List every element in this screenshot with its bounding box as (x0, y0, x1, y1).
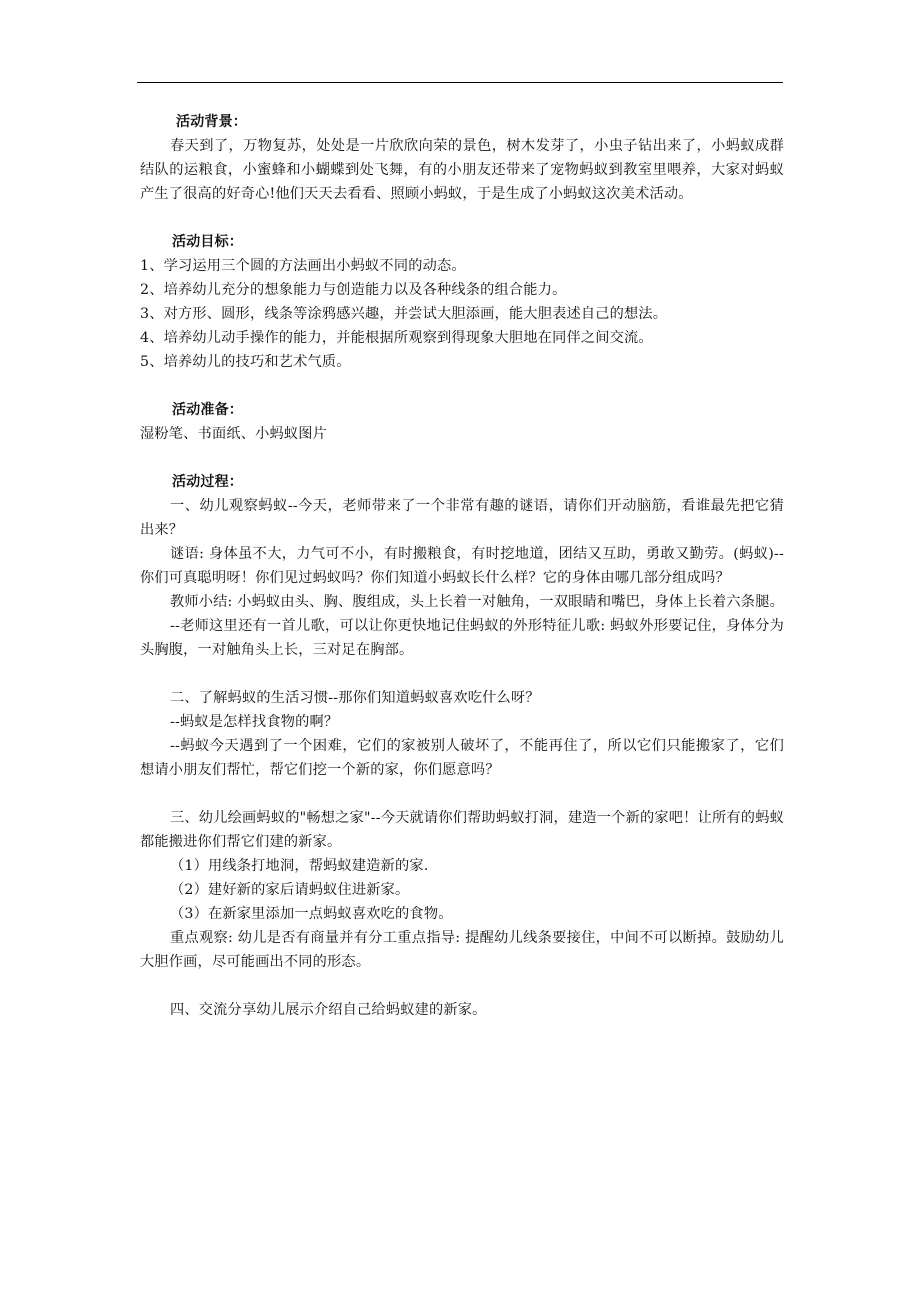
process-paragraph: --老师这里还有一首儿歌，可以让你更快地记住蚂蚁的外形特征儿歌: 蚂蚁外形要记住，身体分为头胸腹，一对触角头上长，三对足在胸部。 (140, 618, 784, 658)
process-subitem: （3）在新家里添加一点蚂蚁喜欢吃的食物。 (170, 906, 453, 922)
process-paragraph: 谜语: 身体虽不大，力气可不小，有时搬粮食，有时挖地道，团结又互助，勇敢又勤劳。(蚂蚁)--你们可真聪明呀！你们见过蚂蚁吗？你们知道小蚂蚁长什么样？它的身体由哪几部分组成吗？ (140, 546, 784, 586)
background-paragraph: 春天到了，万物复苏，处处是一片欣欣向荣的景色，树木发芽了，小虫子钻出来了，小蚂蚁成群结队的运粮食，小蜜蜂和小蝴蝶到处飞舞，有的小朋友还带来了宠物蚂蚁到教室里喂养，大家对蚂蚁产生了很高的好奇心!他们天天去看看、照顾小蚂蚁，于是生成了小蚂蚁这次美术活动。 (140, 138, 784, 202)
process-paragraph: 三、幼儿绘画蚂蚁的"畅想之家"--今天就请你们帮助蚂蚁打洞，建造一个新的家吧！让所有的蚂蚁都能搬进你们帮它们建的新家。 (140, 810, 784, 850)
section-heading-background: 活动背景： (176, 114, 247, 130)
goal-item: 2、培养幼儿充分的想象能力与创造能力以及各种线条的组合能力。 (140, 282, 567, 298)
section-heading-prep: 活动准备： (172, 402, 243, 418)
goal-item: 3、对方形、圆形，线条等涂鸦感兴趣，并尝试大胆添画，能大胆表述自己的想法。 (140, 306, 668, 322)
process-subitem: （1）用线条打地洞，帮蚂蚁建造新的家. (170, 858, 429, 874)
process-paragraph: --蚂蚁是怎样找食物的啊？ (170, 714, 339, 730)
process-paragraph: 一、幼儿观察蚂蚁--今天，老师带来了一个非常有趣的谜语，请你们开动脑筋，看谁最先把它猜出来？ (140, 498, 784, 538)
process-paragraph: 四、交流分享幼儿展示介绍自己给蚂蚁建的新家。 (170, 1002, 487, 1018)
section-heading-process: 活动过程： (172, 474, 243, 490)
process-subitem: （2）建好新的家后请蚂蚁住进新家。 (170, 882, 410, 898)
section-heading-goals: 活动目标： (172, 234, 243, 250)
process-paragraph: 二、了解蚂蚁的生活习惯--那你们知道蚂蚁喜欢吃什么呀？ (170, 690, 540, 706)
goal-item: 4、培养幼儿动手操作的能力，并能根据所观察到得现象大胆地在同伴之间交流。 (140, 330, 653, 346)
header-rule (137, 82, 783, 83)
goal-item: 5、培养幼儿的技巧和艺术气质。 (140, 354, 351, 370)
process-paragraph: 教师小结: 小蚂蚁由头、胸、腹组成，头上长着一对触角，一双眼睛和嘴巴，身体上长着六条腿。 (170, 594, 784, 610)
prep-paragraph: 湿粉笔、书面纸、小蚂蚁图片 (140, 426, 328, 442)
process-paragraph: --蚂蚁今天遇到了一个困难，它们的家被别人破坏了，不能再住了，所以它们只能搬家了，它们想请小朋友们帮忙，帮它们挖一个新的家，你们愿意吗？ (140, 738, 784, 778)
goal-item: 1、学习运用三个圆的方法画出小蚂蚁不同的动态。 (140, 258, 466, 274)
process-paragraph: 重点观察: 幼儿是否有商量并有分工重点指导: 提醒幼儿线条要接住，中间不可以断掉。鼓励幼儿大胆作画，尽可能画出不同的形态。 (140, 930, 784, 970)
document-body (140, 110, 784, 1022)
